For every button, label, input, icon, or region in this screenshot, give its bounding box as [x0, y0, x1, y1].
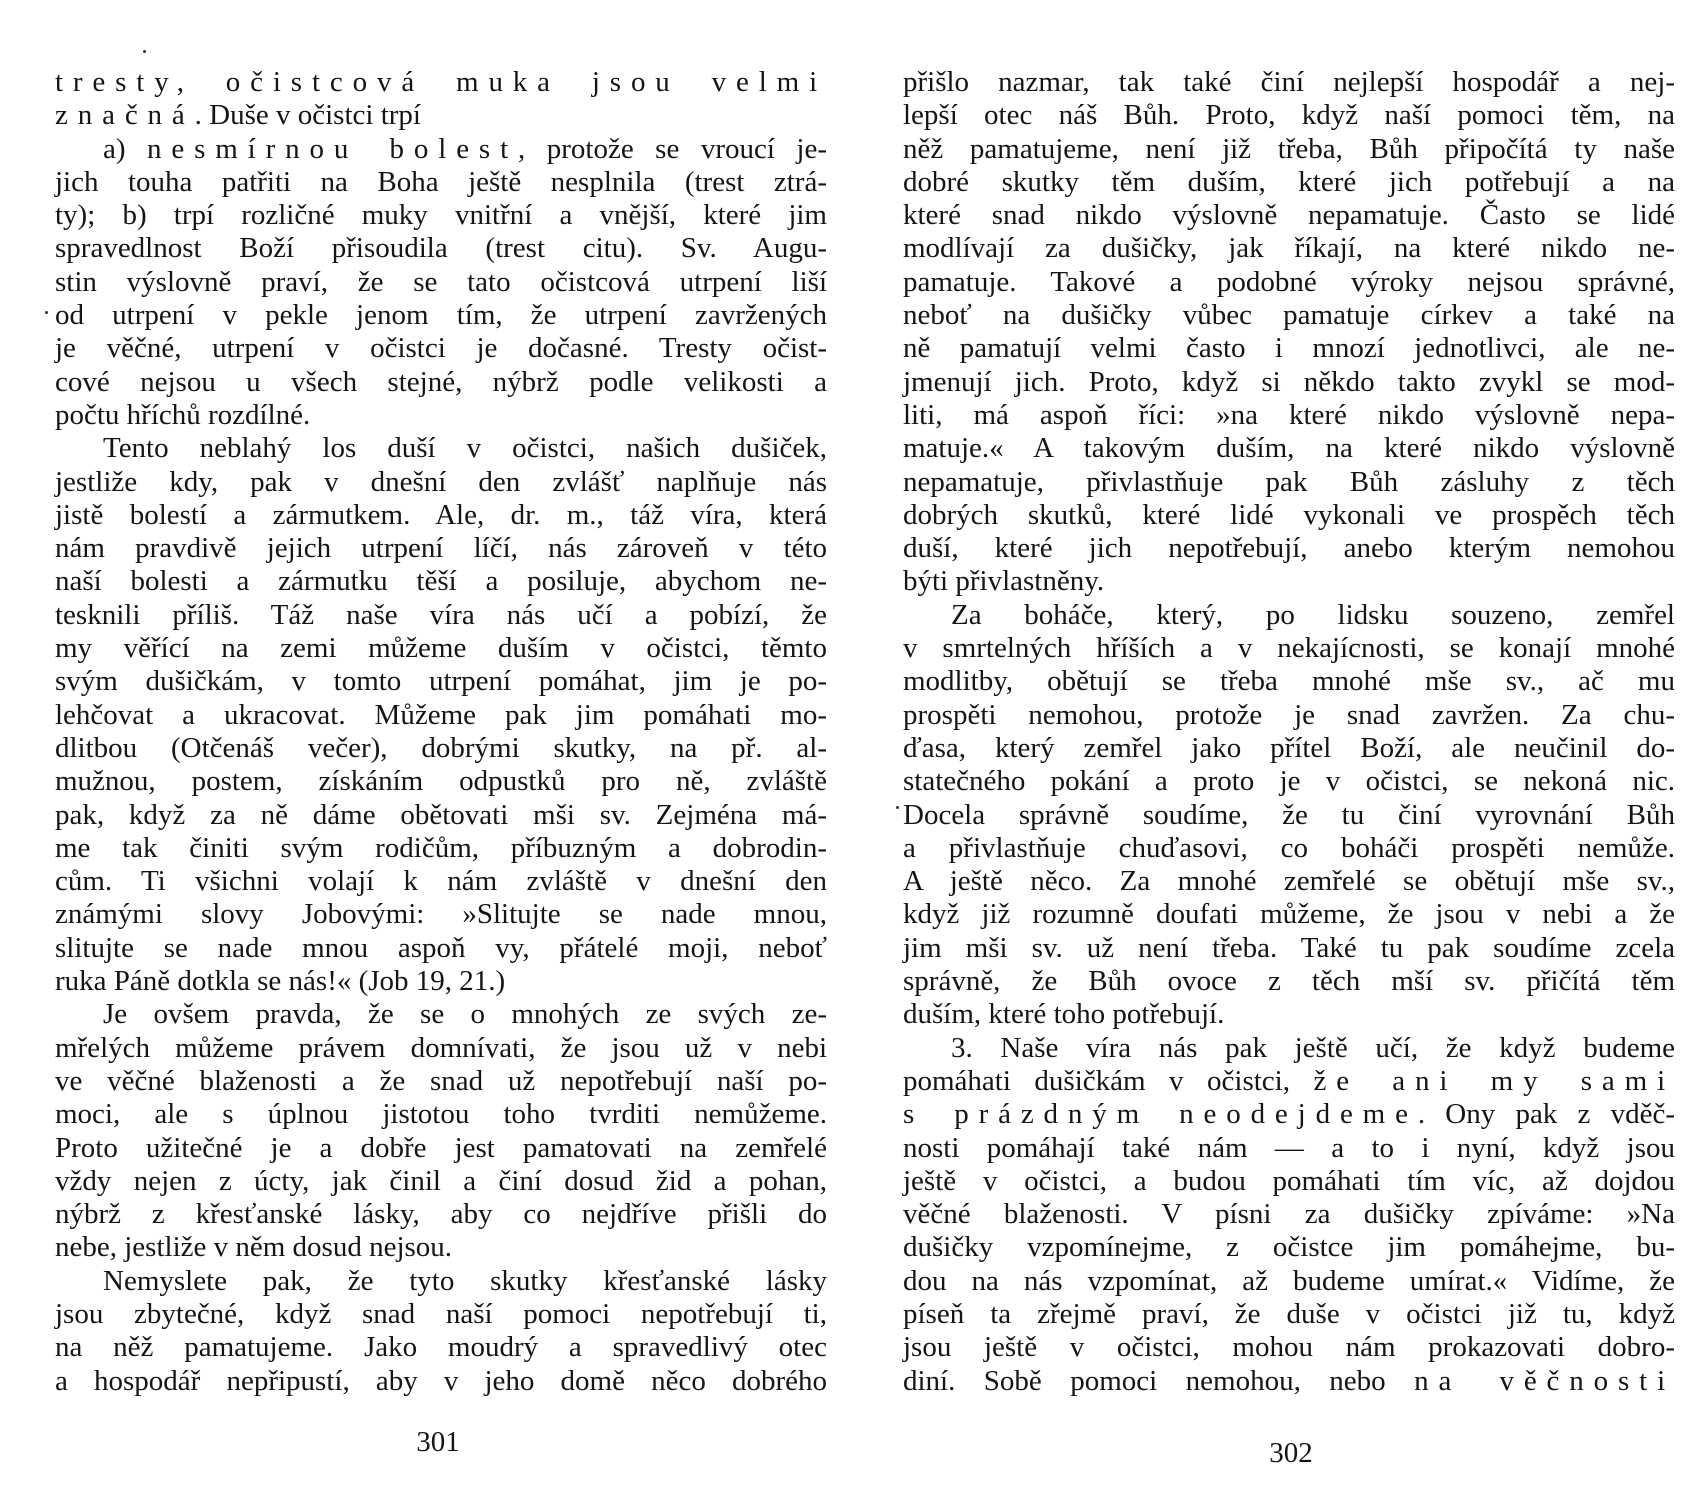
text-run: od utrpení v pekle jenom tím, že utrpení zavržených	[55, 299, 827, 332]
text-run: dobrých skutků, které lidé vykonali ve prospěch těch	[903, 498, 1675, 531]
text-run: vždy nejen z úcty, jak činil a činí dosud žid a pohan,	[55, 1164, 827, 1197]
text-run: slitujte se nade mnou aspoň vy, přátelé moji, neboť	[55, 931, 827, 964]
text-run: býti přivlastněny.	[903, 565, 1105, 598]
text-run: počtu hříchů rozdílné.	[55, 398, 311, 431]
text-line	[903, 199, 1675, 232]
text-line	[903, 665, 1675, 698]
text-run: tesknili příliš. Táž naše víra nás učí a pobízí, že	[55, 598, 827, 631]
text-run: . Duše v očistci trpí	[194, 99, 421, 132]
text-run: a)	[103, 132, 148, 165]
text-line	[903, 466, 1675, 499]
text-line	[55, 332, 827, 365]
text-column	[903, 66, 1675, 1398]
text-line	[55, 699, 827, 732]
text-line	[55, 1165, 827, 1198]
text-run: nám pravdivě jejich utrpení líčí, nás zároveň v této	[55, 532, 827, 565]
text-run: mužnou, postem, získáním odpustků pro ně, zvláště	[55, 765, 827, 798]
text-run: Nemyslete pak, že tyto skutky křesťanské lásky	[103, 1264, 827, 1297]
text-line	[903, 332, 1675, 365]
text-line	[55, 599, 827, 632]
text-run: dlitbou (Otčenáš večer), dobrými skutky, na př. al-	[55, 731, 827, 764]
text-run: píseň ta zřejmě praví, že duše v očistci již tu, když	[903, 1297, 1675, 1330]
text-line	[903, 865, 1675, 898]
text-line	[903, 99, 1675, 132]
text-run: pomáhati dušičkám v očistci,	[903, 1064, 1314, 1097]
text-run: a přivlastňuje chuďasovi, co boháči prospěti nemůže.	[903, 831, 1675, 864]
text-line	[903, 699, 1675, 732]
text-line	[55, 99, 827, 132]
emphasized-text: s prázdným neodejdeme	[903, 1098, 1418, 1131]
text-line	[903, 765, 1675, 798]
text-line	[55, 366, 827, 399]
text-line	[55, 399, 827, 432]
text-run: nýbrž z křesťanské lásky, aby co nejdříve přišli do	[55, 1198, 827, 1231]
emphasized-text: že ani my sami	[1313, 1064, 1675, 1097]
text-run: neboť na dušičky vůbec pamatuje církev a také na	[903, 299, 1675, 332]
text-line	[55, 665, 827, 698]
text-run: mřelých můžeme právem domnívati, že jsou už v nebi	[55, 1031, 827, 1064]
text-run: prospěti nemohou, protože je snad zavržen. Za chu-	[903, 698, 1675, 731]
text-run: dou na nás vzpomínat, až budeme umírat.« Vidíme, že	[903, 1264, 1675, 1297]
text-line	[903, 1231, 1675, 1264]
text-run: věčné blaženosti. V písni za dušičky zpíváme: »Na	[903, 1198, 1675, 1231]
text-run: duším, které toho potřebují.	[903, 998, 1225, 1031]
text-line	[903, 998, 1675, 1031]
text-run: 3. Naše víra nás pak ještě učí, že když budeme	[951, 1031, 1675, 1064]
text-line	[55, 1198, 827, 1231]
text-run: duší, které jich nepotřebují, anebo kterým nemohou	[903, 532, 1675, 565]
text-run: na něž pamatujeme. Jako moudrý a spravedlivý otec	[55, 1331, 827, 1364]
text-line	[903, 166, 1675, 199]
text-line	[55, 1065, 827, 1098]
text-run: modlitby, obětují se třeba mnohé mše sv., ač mu	[903, 665, 1675, 698]
emphasized-text: nesmírnou bolest	[147, 132, 518, 165]
text-run: které snad nikdo výslovně nepamatuje. Často se lidé	[903, 199, 1675, 232]
text-run: ještě v očistci, a budou pomáhati tím víc, až dojdou	[903, 1164, 1675, 1197]
text-run: jich touha patřiti na Boha ještě nesplnila (trest ztrá-	[55, 165, 827, 198]
text-run: statečného pokání a proto je v očistci, se nekoná nic.	[903, 765, 1675, 798]
text-line	[903, 66, 1675, 99]
text-run: nosti pomáhají také nám — a to i nyní, když jsou	[903, 1131, 1675, 1164]
text-run: jmenují jich. Proto, když si někdo takto zvykl se mod-	[903, 365, 1675, 398]
text-run: lepší otec náš Bůh. Proto, když naší pomoci těm, na	[903, 99, 1675, 132]
text-run: jim mši sv. už není třeba. Také tu pak soudíme zcela	[903, 931, 1675, 964]
text-line	[903, 1265, 1675, 1298]
text-line	[903, 1298, 1675, 1331]
text-run: spravedlnost Boží přisoudila (trest citu). Sv. Augu-	[55, 232, 827, 265]
text-run: když již rozumně doufati můžeme, že jsou v nebi a že	[903, 898, 1675, 931]
text-line	[55, 266, 827, 299]
text-line	[903, 1198, 1675, 1231]
text-run: me tak činiti svým rodičům, příbuzným a dobrodin-	[55, 831, 827, 864]
text-run: ve věčné blaženosti a že snad už nepotřebují naší po-	[55, 1064, 827, 1097]
text-line	[55, 932, 827, 965]
scan-speck	[45, 311, 48, 314]
text-run: a hospodář nepřipustí, aby v jeho domě něco dobrého	[55, 1364, 827, 1397]
text-run: v smrtelných hříších a v nekajícnosti, se konají mnohé	[903, 632, 1675, 665]
text-line	[55, 232, 827, 265]
text-line	[55, 765, 827, 798]
text-run: dušičky vzpomínejme, z očistce jim pomáhejme, bu-	[903, 1231, 1675, 1264]
text-run: Je ovšem pravda, že se o mnohých ze svých ze-	[103, 998, 827, 1031]
text-line	[903, 732, 1675, 765]
text-line	[903, 299, 1675, 332]
text-line	[903, 532, 1675, 565]
text-line	[903, 1165, 1675, 1198]
text-line	[903, 832, 1675, 865]
text-line	[55, 432, 827, 465]
text-line	[55, 865, 827, 898]
text-run: je věčné, utrpení v očistci je dočasné. Tresty očist-	[55, 332, 827, 365]
text-line	[55, 832, 827, 865]
text-run: pak, když za ně dáme obětovati mši sv. Zejména má-	[55, 798, 827, 831]
text-line	[903, 133, 1675, 166]
text-line	[903, 565, 1675, 598]
text-run: moci, ale s úplnou jistotou toho tvrditi nemůžeme.	[55, 1098, 827, 1131]
text-line	[55, 965, 827, 998]
emphasized-text: značná	[55, 99, 195, 132]
emphasized-text: na věčnosti	[1414, 1364, 1675, 1397]
text-line	[55, 466, 827, 499]
text-line	[55, 299, 827, 332]
text-line	[55, 1298, 827, 1331]
text-line	[903, 1365, 1675, 1398]
text-line	[55, 532, 827, 565]
text-line	[903, 232, 1675, 265]
text-run: dobré skutky těm duším, které jich potřebují a na	[903, 165, 1675, 198]
text-column	[55, 66, 827, 1398]
text-line	[903, 266, 1675, 299]
text-line	[55, 66, 827, 99]
text-line	[903, 399, 1675, 432]
text-run: Proto užitečné je a dobře jest pamatovati na zemřelé	[55, 1131, 827, 1164]
text-run: pamatuje. Takové a podobné výroky nejsou správné,	[903, 265, 1675, 298]
text-line	[903, 499, 1675, 532]
text-run: ďasa, který zemřel jako přítel Boží, ale neučinil do-	[903, 731, 1675, 764]
text-line	[55, 1331, 827, 1364]
text-run: matuje.« A takovým duším, na které nikdo výslovně	[903, 432, 1675, 465]
text-run: ně pamatují velmi často i mnozí jednotlivci, ale ne-	[903, 332, 1675, 365]
text-run: modlívají za dušičky, jak říkají, na které nikdo ne-	[903, 232, 1675, 265]
text-run: . Ony pak z vděč-	[1417, 1098, 1675, 1131]
text-run: jistě bolestí a zármutkem. Ale, dr. m., táž víra, která	[55, 498, 827, 531]
text-line	[903, 932, 1675, 965]
text-run: ruka Páně dotkla se nás!« (Job 19, 21.)	[55, 965, 506, 998]
text-run: jsou zbytečné, když snad naší pomoci nepotřebují ti,	[55, 1297, 827, 1330]
text-line	[903, 965, 1675, 998]
page-number: 301	[416, 1426, 460, 1458]
text-run: známými slovy Jobovými: »Slitujte se nade mnou,	[55, 898, 827, 931]
text-line	[55, 632, 827, 665]
text-line	[903, 898, 1675, 931]
text-line	[55, 499, 827, 532]
text-line	[55, 1098, 827, 1131]
text-run: A ještě něco. Za mnohé zemřelé se obětují mše sv.,	[903, 865, 1675, 898]
text-line	[55, 565, 827, 598]
text-line	[55, 1231, 827, 1264]
text-line	[903, 599, 1675, 632]
text-line	[55, 998, 827, 1031]
text-line	[55, 133, 827, 166]
text-run: nepamatuje, přivlastňuje pak Bůh zásluhy z těch	[903, 465, 1675, 498]
text-line	[903, 1098, 1675, 1131]
text-run: ty); b) trpí rozličné muky vnitřní a vnější, které jim	[55, 199, 827, 232]
text-line	[903, 632, 1675, 665]
text-run: stin výslovně praví, že se tato očistcová utrpení liší	[55, 265, 827, 298]
text-run: nebe, jestliže v něm dosud nejsou.	[55, 1231, 453, 1264]
text-line	[903, 1065, 1675, 1098]
text-line	[903, 1331, 1675, 1364]
text-run: diní. Sobě pomoci nemohou, nebo	[903, 1364, 1415, 1397]
text-line	[55, 1032, 827, 1065]
scan-speck	[143, 50, 146, 53]
text-run: Tento neblahý los duší v očistci, našich dušiček,	[103, 432, 827, 465]
text-run: svým dušičkám, v tomto utrpení pomáhat, jim je po-	[55, 665, 827, 698]
text-run: správně, že Bůh ovoce z těch mší sv. přičítá těm	[903, 965, 1675, 998]
text-line	[55, 199, 827, 232]
text-run: jestliže kdy, pak v dnešní den zvlášť naplňuje nás	[55, 465, 827, 498]
text-run: cové nejsou u všech stejné, nýbrž podle velikosti a	[55, 365, 827, 398]
text-run: , protože se vroucí je-	[517, 132, 827, 165]
text-line	[903, 1032, 1675, 1065]
text-run: liti, má aspoň říci: »na které nikdo výslovně nepa-	[903, 398, 1675, 431]
emphasized-text: tresty, očistcová muka jsou velmi	[55, 66, 827, 98]
text-line	[55, 799, 827, 832]
text-run: jsou ještě v očistci, mohou nám prokazovati dobro-	[903, 1331, 1675, 1364]
text-line	[903, 1132, 1675, 1165]
text-line	[55, 1132, 827, 1165]
text-line	[55, 898, 827, 931]
text-line	[55, 166, 827, 199]
scan-speck	[896, 806, 899, 809]
text-run: lehčovat a ukracovat. Můžeme pak jim pomáhati mo-	[55, 698, 827, 731]
text-run: Za boháče, který, po lidsku souzeno, zemřel	[951, 598, 1675, 631]
text-line	[55, 1365, 827, 1398]
text-run: cům. Ti všichni volají k nám zvláště v dnešní den	[55, 865, 827, 898]
text-line	[903, 366, 1675, 399]
text-line	[55, 732, 827, 765]
text-run: přišlo nazmar, tak také činí nejlepší hospodář a nej-	[903, 66, 1675, 98]
text-run: něž pamatujeme, není již třeba, Bůh připočítá ty naše	[903, 132, 1675, 165]
text-line	[903, 432, 1675, 465]
page-number: 302	[1269, 1437, 1313, 1469]
text-run: naší bolesti a zármutku těší a posiluje, abychom ne-	[55, 565, 827, 598]
text-run: Docela správně soudíme, že tu činí vyrovnání Bůh	[903, 798, 1675, 831]
text-line	[55, 1265, 827, 1298]
text-line	[903, 799, 1675, 832]
text-run: my věřící na zemi můžeme duším v očistci, těmto	[55, 632, 827, 665]
